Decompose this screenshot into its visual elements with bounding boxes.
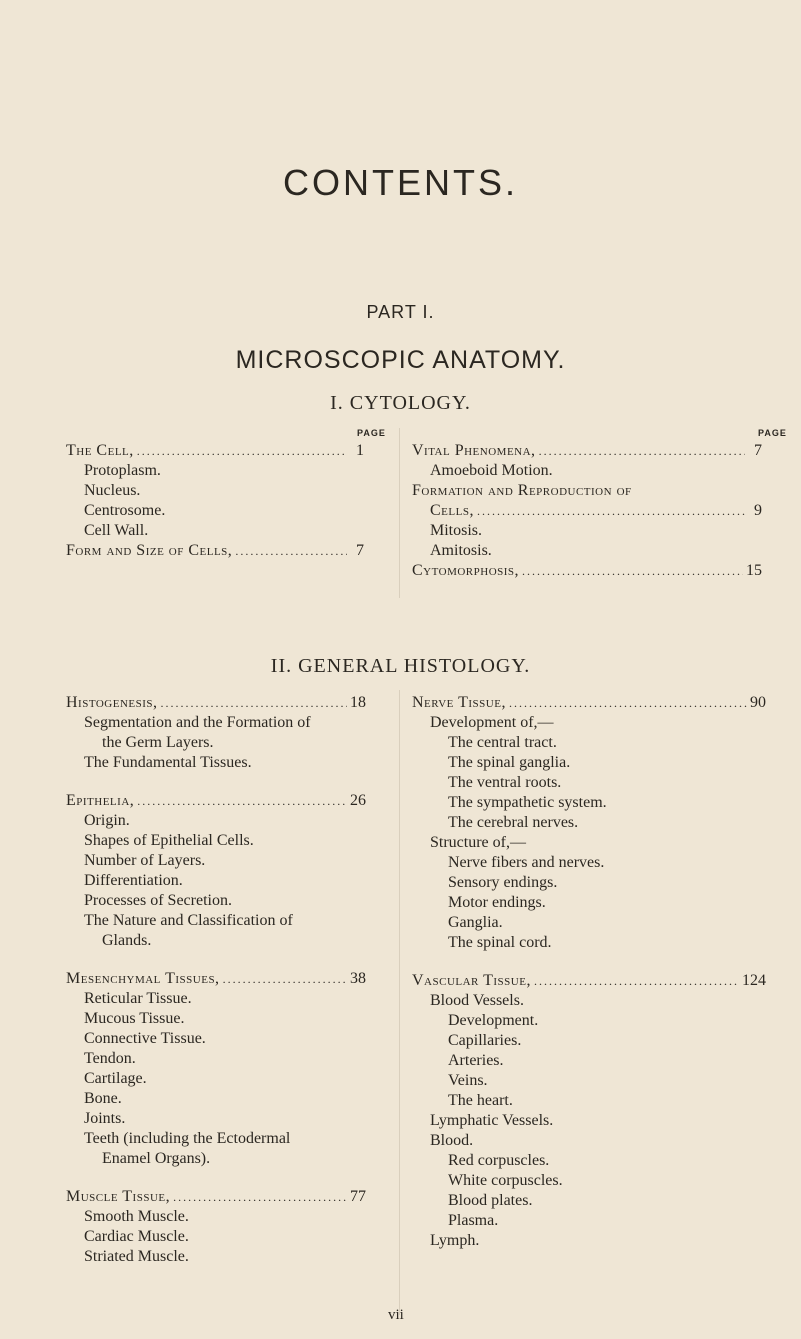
toc-subitem: Enamel Organs). <box>102 1150 211 1167</box>
toc-subitem: The Nature and Classification of <box>84 912 293 929</box>
toc-subitem: Nerve fibers and nerves. <box>448 854 605 871</box>
toc-subitem: Connective Tissue. <box>84 1030 206 1047</box>
toc-subitem: Cardiac Muscle. <box>84 1228 189 1245</box>
subject-heading: MICROSCOPIC ANATOMY. <box>235 346 566 374</box>
toc-subitem: Segmentation and the Formation of <box>84 714 311 731</box>
page-column-label-right: PAGE <box>758 428 787 438</box>
page-title: CONTENTS. <box>282 162 518 203</box>
cytology-left-column <box>66 441 364 561</box>
toc-subitem: Tendon. <box>84 1050 136 1067</box>
toc-subitem: The spinal ganglia. <box>448 754 571 771</box>
toc-subitem: Red corpuscles. <box>448 1152 550 1169</box>
toc-subitem: White corpuscles. <box>448 1172 563 1189</box>
toc-entry-mesenchymal: Mesenchymal Tissues, ..... 38 <box>66 969 366 989</box>
toc-subitem: Reticular Tissue. <box>84 990 192 1007</box>
toc-subitem: Lymph. <box>430 1232 480 1249</box>
toc-entry-the-cell: The Cell, ..... 1 <box>66 441 364 461</box>
toc-subitem: Lymphatic Vessels. <box>430 1112 554 1129</box>
toc-subitem: Nucleus. <box>84 482 141 499</box>
toc-subitem: Development. <box>448 1012 539 1029</box>
toc-subitem: Ganglia. <box>448 914 503 931</box>
toc-subitem: Amitosis. <box>430 542 492 559</box>
toc-subitem: Shapes of Epithelial Cells. <box>84 832 254 849</box>
histology-left-column <box>66 693 366 1267</box>
toc-subitem: The Fundamental Tissues. <box>84 754 252 771</box>
toc-subitem: The ventral roots. <box>448 774 562 791</box>
toc-subitem: The spinal cord. <box>448 934 552 951</box>
toc-subitem: Protoplasm. <box>84 462 161 479</box>
toc-subitem: Bone. <box>84 1090 122 1107</box>
toc-entry-cytomorphosis: Cytomorphosis, ..... 15 <box>412 561 762 581</box>
toc-entry-vital-phenomena: Vital Phenomena, ..... 7 <box>412 441 762 461</box>
toc-subitem: Plasma. <box>448 1212 499 1229</box>
toc-subitem: Sensory endings. <box>448 874 558 891</box>
toc-entry-epithelia: Epithelia, ..... 26 <box>66 791 366 811</box>
toc-entry-nerve: Nerve Tissue, ..... 90 <box>412 693 766 713</box>
toc-entry-formation-line1: Formation and Reproduction of <box>412 482 632 499</box>
column-divider-bottom <box>399 690 400 1315</box>
toc-subitem: Mitosis. <box>430 522 483 539</box>
toc-subitem: Number of Layers. <box>84 852 206 869</box>
toc-subitem: The cerebral nerves. <box>448 814 579 831</box>
page-number: vii <box>388 1307 404 1323</box>
toc-subitem: the Germ Layers. <box>102 734 214 751</box>
toc-subitem: Capillaries. <box>448 1032 522 1049</box>
section-heading-histology: II. GENERAL HISTOLOGY. <box>270 655 531 677</box>
toc-subitem: Blood Vessels. <box>430 992 524 1009</box>
toc-subitem: Joints. <box>84 1110 126 1127</box>
toc-subitem: Glands. <box>102 932 152 949</box>
toc-entry-formation-line2: Cells, ..... 9 <box>412 501 762 521</box>
toc-subitem: Arteries. <box>448 1052 504 1069</box>
toc-subitem: Cell Wall. <box>84 522 149 539</box>
toc-subitem: Mucous Tissue. <box>84 1010 185 1027</box>
toc-subitem: Blood plates. <box>448 1192 533 1209</box>
toc-entry-histogenesis: Histogenesis, ..... 18 <box>66 693 366 713</box>
cytology-right-column <box>412 441 762 581</box>
toc-entry-form-size: Form and Size of Cells, ..... 7 <box>66 541 364 561</box>
toc-entry-vascular: Vascular Tissue, ..... 124 <box>412 971 766 991</box>
part-heading: PART I. <box>366 302 435 322</box>
column-divider-top <box>399 428 400 598</box>
toc-subitem: Motor endings. <box>448 894 546 911</box>
toc-subitem: Centrosome. <box>84 502 166 519</box>
toc-subitem: Veins. <box>448 1072 488 1089</box>
toc-subitem: Structure of,— <box>430 834 526 851</box>
section-heading-cytology: I. CYTOLOGY. <box>330 392 471 414</box>
toc-subitem: Differentiation. <box>84 872 183 889</box>
toc-subitem: The sympathetic system. <box>448 794 607 811</box>
toc-entry-muscle: Muscle Tissue, ..... 77 <box>66 1187 366 1207</box>
toc-subitem: Blood. <box>430 1132 474 1149</box>
toc-subitem: Origin. <box>84 812 130 829</box>
page-column-label-left: PAGE <box>357 428 386 438</box>
toc-subitem: Processes of Secretion. <box>84 892 232 909</box>
toc-subitem: The central tract. <box>448 734 557 751</box>
toc-subitem: Smooth Muscle. <box>84 1208 189 1225</box>
histology-right-column <box>412 693 766 1251</box>
toc-subitem: Cartilage. <box>84 1070 147 1087</box>
toc-subitem: The heart. <box>448 1092 513 1109</box>
toc-subitem: Teeth (including the Ectodermal <box>84 1130 291 1147</box>
toc-subitem: Amoeboid Motion. <box>430 462 553 479</box>
toc-subitem: Development of,— <box>430 714 554 731</box>
toc-subitem: Striated Muscle. <box>84 1248 189 1265</box>
